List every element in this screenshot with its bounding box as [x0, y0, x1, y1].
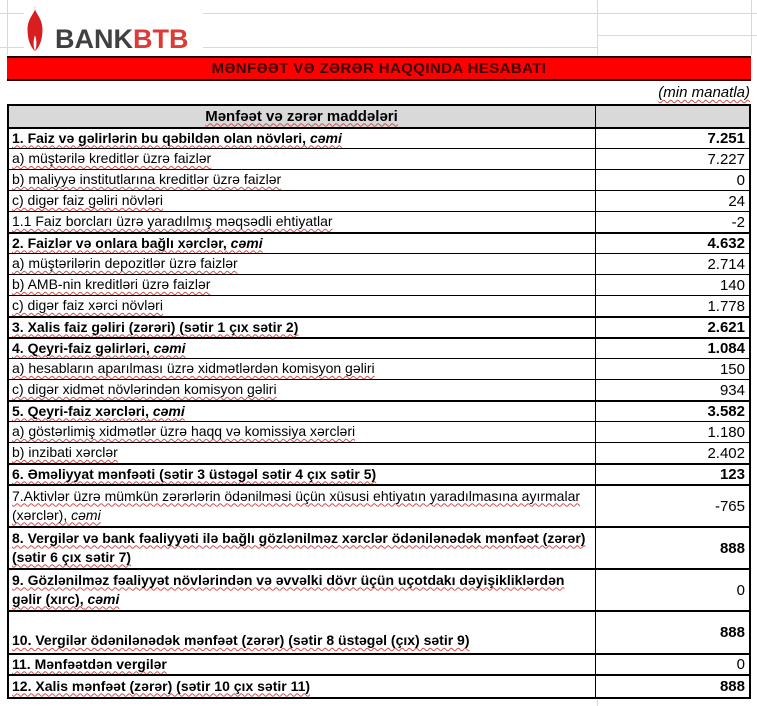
row-value: 7.227	[595, 149, 749, 169]
table-row-4	[9, 337, 749, 358]
table-row-6	[9, 463, 749, 484]
row-label: 3. Xalis faiz gəliri (zərəri) (sətir 1 çıx sətir 2)	[12, 318, 299, 335]
table-row-1	[9, 127, 749, 148]
row-value: -2	[595, 212, 749, 232]
logo-btb-label: BTB	[133, 24, 189, 54]
gridline	[7, 0, 8, 55]
row-value: 888	[595, 528, 749, 568]
row-value: 2.714	[595, 254, 749, 274]
row-label: 1. Faiz və gəlirlərin bu qəbildən olan növləri, cəmi	[12, 129, 342, 146]
row-label: b) AMB-nin kreditləri üzrə faizlər	[12, 276, 211, 292]
table-row-2	[9, 232, 749, 253]
table-row-5a	[9, 421, 749, 442]
table-row-1b	[9, 169, 749, 190]
table-row-9	[9, 568, 749, 610]
table-row-1-1	[9, 211, 749, 232]
report-title-banner	[7, 56, 751, 81]
row-label: 11. Mənfəətdən vergilər	[12, 655, 167, 672]
table-row-11	[9, 653, 749, 674]
gridline	[751, 0, 752, 55]
row-value: 1.180	[595, 422, 749, 442]
row-value: 0	[595, 570, 749, 610]
row-label: b) inzibati xərclər	[12, 444, 118, 460]
report-title: MƏNFƏƏT VƏ ZƏRƏR HAQQINDA HESABATI	[211, 60, 547, 77]
row-label: 5. Qeyri-faiz xərcləri, cəmi	[12, 402, 185, 419]
table-row-2a	[9, 253, 749, 274]
row-label: 6. Əməliyyat mənfəəti (sətir 3 üstəgəl sətir 4 çıx sətir 5)	[12, 465, 377, 482]
row-label: a) hesabların aparılması üzrə xidmətlərdən komisyon gəliri	[12, 360, 375, 376]
row-label: a) müştərilərin depozitlər üzrə faizlər	[12, 255, 238, 271]
row-value: 0	[595, 655, 749, 674]
profit-loss-table	[7, 104, 751, 699]
row-value: 888	[595, 612, 749, 653]
row-value: 4.632	[595, 234, 749, 253]
row-value: 2.402	[595, 443, 749, 463]
row-value: 123	[595, 465, 749, 484]
row-label: a) müştərilə kreditlər üzrə faizlər	[12, 150, 212, 166]
table-row-7	[9, 484, 749, 526]
row-label: 9. Gözlənilməz fəaliyyət növlərindən və əvvəlki dövr üçün uçotdakı dəyişikliklərdən gəlir (xırc), cəmi	[12, 571, 565, 607]
row-value: 3.582	[595, 402, 749, 421]
row-label: 8. Vergilər və bank fəaliyyəti ilə bağlı gözlənilməz xərclər ödənilənədək mənfəət (zərər) (sətir 6 çıx sətir 7)	[12, 529, 586, 565]
table-row-8	[9, 526, 749, 568]
table-header-value-cell	[595, 106, 749, 127]
bank-btb-logo	[24, 3, 203, 53]
row-label: 7.Aktivlər üzrə mümkün zərərlərin ödənilməsi üçün xüsusi ehtiyatın yaradılmasına ayırmalar (xərclər), cəmi	[12, 487, 581, 523]
row-label: c) digər faiz gəliri növləri	[12, 192, 163, 208]
row-label: 10. Vergilər ödənilənədək mənfəət (zərər) (sətir 8 üstəgəl (çıx) sətir 9)	[12, 632, 470, 648]
table-row-1a	[9, 148, 749, 169]
row-label: 1.1 Faiz borcları üzrə yaradılmış məqsədli ehtiyatlar	[12, 213, 333, 229]
row-label: 2. Faizlər və onlara bağlı xərclər, cəmi	[12, 234, 263, 251]
table-row-4a	[9, 358, 749, 379]
row-label: c) digər xidmət növlərindən komisyon gəliri	[12, 381, 277, 397]
row-value: 1.778	[595, 296, 749, 316]
row-value: 150	[595, 359, 749, 379]
row-label: b) maliyyə institutlarına kreditlər üzrə faizlər	[12, 171, 282, 187]
table-row-12	[9, 674, 749, 697]
table-row-2b	[9, 274, 749, 295]
flame-icon	[24, 6, 55, 53]
logo-text	[55, 26, 189, 53]
gridline	[597, 35, 757, 36]
row-label: 4. Qeyri-faiz gəlirləri, cəmi	[12, 339, 186, 356]
row-value: 140	[595, 275, 749, 295]
row-value: 24	[595, 191, 749, 211]
gridline	[597, 0, 598, 55]
row-value: 888	[595, 676, 749, 697]
logo-bank-label: BANK	[55, 24, 133, 54]
row-label: c) digər faiz xərci növləri	[12, 297, 163, 313]
table-row-2c	[9, 295, 749, 316]
row-label: 12. Xalis mənfəət (zərər) (sətir 10 çıx sətir 11)	[12, 677, 311, 694]
table-row-1c	[9, 190, 749, 211]
row-value: -765	[595, 486, 749, 526]
row-value: 1.084	[595, 339, 749, 358]
unit-note: (min manatla)	[658, 84, 750, 101]
row-value: 2.621	[595, 318, 749, 337]
table-header-label: Mənfəət və zərər maddələri	[205, 107, 398, 125]
row-value: 0	[595, 170, 749, 190]
gridline	[597, 699, 598, 706]
table-row-4c	[9, 379, 749, 400]
table-header-row	[9, 106, 749, 127]
row-value: 934	[595, 380, 749, 400]
table-row-10	[9, 610, 749, 653]
row-value: 7.251	[595, 129, 749, 148]
table-row-5b	[9, 442, 749, 463]
table-row-3	[9, 316, 749, 337]
row-label: a) göstərlimiş xidmətlər üzrə haqq və komissiya xərcləri	[12, 423, 356, 439]
table-row-5	[9, 400, 749, 421]
